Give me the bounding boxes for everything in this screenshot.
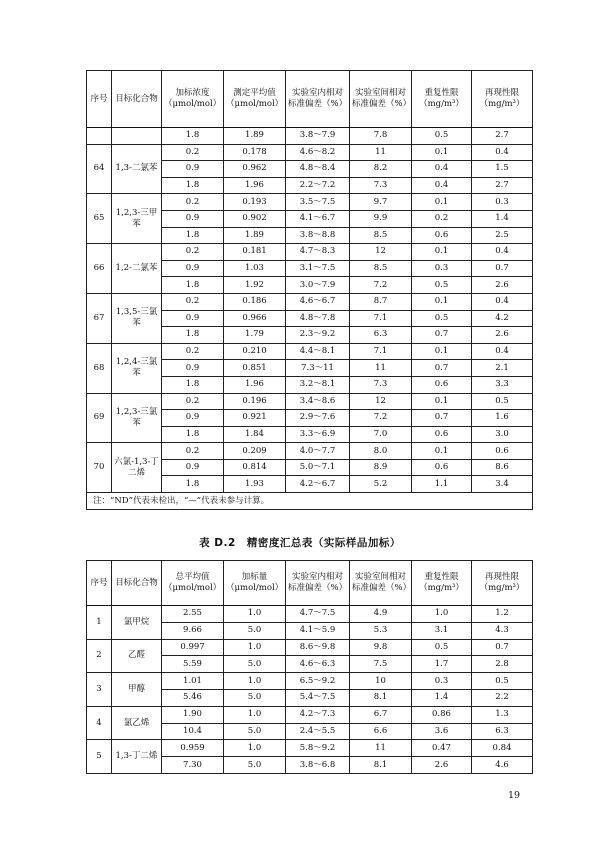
table-cell: 3.2～8.1 bbox=[286, 376, 350, 393]
table-cell: 0.47 bbox=[412, 740, 472, 757]
table-cell: 5.46 bbox=[162, 689, 224, 706]
table-cell: 1.4 bbox=[412, 689, 472, 706]
table-cell: 7.1 bbox=[350, 310, 412, 327]
table-cell: 1.8 bbox=[162, 376, 224, 393]
table-cell: 2.4～5.5 bbox=[286, 723, 350, 740]
compound-name bbox=[112, 128, 162, 145]
table-cell: 11 bbox=[350, 740, 412, 757]
table-cell: 3.6 bbox=[412, 723, 472, 740]
table-cell: 0.7 bbox=[412, 410, 472, 427]
table-cell: 4.8～8.4 bbox=[286, 161, 350, 178]
column-header: 实验室间相对标准偏差（%） bbox=[350, 71, 412, 128]
table-cell: 2.1 bbox=[472, 360, 533, 377]
table-note-row bbox=[87, 493, 533, 510]
table-note: 注：“ND”代表未检出，“—”代表未参与计算。 bbox=[87, 493, 533, 510]
table-cell: 1.8 bbox=[162, 277, 224, 294]
table-cell: 2.55 bbox=[162, 606, 224, 623]
table-cell: 4.6～6.3 bbox=[286, 656, 350, 673]
table-cell: 11 bbox=[350, 360, 412, 377]
table-cell: 4.7～7.5 bbox=[286, 606, 350, 623]
table-cell: 0.5 bbox=[472, 393, 533, 410]
table-cell: 0.7 bbox=[472, 639, 533, 656]
table-cell: 1.4 bbox=[472, 210, 533, 227]
table-cell: 0.193 bbox=[224, 194, 286, 211]
table-cell: 1.6 bbox=[472, 410, 533, 427]
table-cell: 2.6 bbox=[412, 757, 472, 774]
column-header: 加标量（μmol/mol） bbox=[224, 561, 286, 606]
table-cell: 0.5 bbox=[472, 673, 533, 690]
table-cell: 4.6 bbox=[472, 757, 533, 774]
table-cell: 3.5～7.5 bbox=[286, 194, 350, 211]
compound-name: 甲醇 bbox=[112, 673, 162, 707]
row-number: 2 bbox=[87, 639, 112, 673]
table-cell: 8.2 bbox=[350, 161, 412, 178]
table-cell: 7.5 bbox=[350, 656, 412, 673]
table-cell: 6.7 bbox=[350, 706, 412, 723]
row-number: 1 bbox=[87, 606, 112, 640]
table-cell: 8.5 bbox=[350, 227, 412, 244]
table-cell: 1.84 bbox=[224, 426, 286, 443]
table-cell: 0.209 bbox=[224, 443, 286, 460]
table-cell: 4.6～6.7 bbox=[286, 293, 350, 310]
table-cell: 0.5 bbox=[412, 310, 472, 327]
compound-name: 1,3,5-三氯苯 bbox=[112, 293, 162, 343]
table-cell: 3.8～8.8 bbox=[286, 227, 350, 244]
table-row bbox=[87, 673, 533, 690]
table-cell: 2.7 bbox=[472, 128, 533, 145]
table-cell: 5.0 bbox=[224, 689, 286, 706]
table-cell: 0.9 bbox=[162, 161, 224, 178]
table-cell: 6.3 bbox=[350, 327, 412, 344]
table-cell: 5.59 bbox=[162, 656, 224, 673]
table-cell: 0.1 bbox=[412, 244, 472, 261]
column-header: 实验室内相对标准偏差（%） bbox=[286, 71, 350, 128]
table-cell: 0.902 bbox=[224, 210, 286, 227]
table-cell: 0.3 bbox=[412, 260, 472, 277]
table-cell: 0.9 bbox=[162, 410, 224, 427]
table-cell: 3.0～7.9 bbox=[286, 277, 350, 294]
table-cell: 0.2 bbox=[162, 343, 224, 360]
compound-name: 氯乙烯 bbox=[112, 706, 162, 740]
table-cell: 4.9 bbox=[350, 606, 412, 623]
table-cell: 7.2 bbox=[350, 277, 412, 294]
table-cell: 1.03 bbox=[224, 260, 286, 277]
table-cell: 0.196 bbox=[224, 393, 286, 410]
table-cell: 1.89 bbox=[224, 128, 286, 145]
column-header: 目标化合物 bbox=[112, 71, 162, 128]
table-cell: 0.9 bbox=[162, 210, 224, 227]
table-cell: 5.8～9.2 bbox=[286, 740, 350, 757]
table-cell: 8.6 bbox=[472, 459, 533, 476]
table-row bbox=[87, 293, 533, 310]
column-header: 再现性限（mg/m³） bbox=[472, 71, 533, 128]
table-cell: 0.86 bbox=[412, 706, 472, 723]
row-number: 69 bbox=[87, 393, 112, 443]
table-cell: 2.8 bbox=[472, 656, 533, 673]
table-cell: 0.1 bbox=[412, 194, 472, 211]
table-cell: 1.96 bbox=[224, 177, 286, 194]
table-cell: 6.5～9.2 bbox=[286, 673, 350, 690]
table-cell: 4.3 bbox=[472, 622, 533, 639]
table-cell: 0.4 bbox=[472, 244, 533, 261]
table-cell: 10 bbox=[350, 673, 412, 690]
column-header: 实验室间相对标准偏差（%） bbox=[350, 561, 412, 606]
table-row bbox=[87, 706, 533, 723]
table-cell: 1.92 bbox=[224, 277, 286, 294]
table-cell: 0.962 bbox=[224, 161, 286, 178]
table-header-row bbox=[87, 71, 533, 128]
table-cell: 4.2～6.7 bbox=[286, 476, 350, 493]
table-cell: 1.8 bbox=[162, 426, 224, 443]
table-cell: 0.7 bbox=[472, 260, 533, 277]
table-cell: 8.7 bbox=[350, 293, 412, 310]
table-cell: 7.30 bbox=[162, 757, 224, 774]
column-header: 加标浓度（μmol/mol） bbox=[162, 71, 224, 128]
table-cell: 0.9 bbox=[162, 260, 224, 277]
table-cell: 8.9 bbox=[350, 459, 412, 476]
table-cell: 0.921 bbox=[224, 410, 286, 427]
table-cell: 5.0～7.1 bbox=[286, 459, 350, 476]
table-cell: 1.7 bbox=[412, 656, 472, 673]
table-cell: 6.3 bbox=[472, 723, 533, 740]
table-cell: 6.6 bbox=[350, 723, 412, 740]
compound-name: 1,2,4-三氯苯 bbox=[112, 343, 162, 393]
table-cell: 1.96 bbox=[224, 376, 286, 393]
table-cell: 2.9～7.6 bbox=[286, 410, 350, 427]
table-cell: 1.79 bbox=[224, 327, 286, 344]
table-cell: 9.66 bbox=[162, 622, 224, 639]
compound-name: 1,3-二氯苯 bbox=[112, 144, 162, 194]
row-number: 67 bbox=[87, 293, 112, 343]
table-cell: 1.0 bbox=[224, 740, 286, 757]
table-cell: 0.4 bbox=[412, 161, 472, 178]
table-cell: 0.3 bbox=[412, 673, 472, 690]
table-cell: 2.7 bbox=[472, 177, 533, 194]
table-cell: 0.7 bbox=[412, 327, 472, 344]
table-row bbox=[87, 244, 533, 261]
table-row bbox=[87, 740, 533, 757]
table-cell: 0.181 bbox=[224, 244, 286, 261]
table-cell: 3.8～6.8 bbox=[286, 757, 350, 774]
table-cell: 5.3 bbox=[350, 622, 412, 639]
column-header: 目标化合物 bbox=[112, 561, 162, 606]
table-cell: 8.6～9.8 bbox=[286, 639, 350, 656]
table-cell: 1.8 bbox=[162, 227, 224, 244]
table-cell: 5.0 bbox=[224, 622, 286, 639]
table-cell: 3.3～6.9 bbox=[286, 426, 350, 443]
table-cell: 3.4～8.6 bbox=[286, 393, 350, 410]
table-cell: 0.186 bbox=[224, 293, 286, 310]
compound-name: 1,2,3-三甲苯 bbox=[112, 194, 162, 244]
table-cell: 7.2 bbox=[350, 410, 412, 427]
table-cell: 0.1 bbox=[412, 343, 472, 360]
table-cell: 10.4 bbox=[162, 723, 224, 740]
table-cell: 0.7 bbox=[412, 360, 472, 377]
table-cell: 3.1～7.5 bbox=[286, 260, 350, 277]
table-cell: 8.1 bbox=[350, 689, 412, 706]
table-cell: 1.0 bbox=[224, 673, 286, 690]
table-cell: 1.2 bbox=[472, 606, 533, 623]
table-cell: 0.2 bbox=[162, 293, 224, 310]
table-cell: 1.5 bbox=[472, 161, 533, 178]
table-cell: 0.1 bbox=[412, 144, 472, 161]
compound-name: 乙醛 bbox=[112, 639, 162, 673]
table-cell: 0.2 bbox=[162, 443, 224, 460]
table-cell: 1.1 bbox=[412, 476, 472, 493]
table-cell: 0.1 bbox=[412, 293, 472, 310]
table-row bbox=[87, 443, 533, 460]
table-cell: 0.2 bbox=[162, 144, 224, 161]
compound-name: 六氯-1,3-丁二烯 bbox=[112, 443, 162, 493]
table-cell: 1.8 bbox=[162, 476, 224, 493]
table-row bbox=[87, 606, 533, 623]
page-number: 19 bbox=[508, 790, 521, 801]
table-caption: 表 D.2 精密度汇总表（实际样品加标） bbox=[199, 537, 401, 549]
table-row bbox=[87, 393, 533, 410]
table-cell: 1.8 bbox=[162, 128, 224, 145]
row-number: 4 bbox=[87, 706, 112, 740]
column-header: 总平均值（μmol/mol） bbox=[162, 561, 224, 606]
table-cell: 0.959 bbox=[162, 740, 224, 757]
table-cell: 0.4 bbox=[412, 177, 472, 194]
table-cell: 3.1 bbox=[412, 622, 472, 639]
table-cell: 1.3 bbox=[472, 706, 533, 723]
table-cell: 0.5 bbox=[412, 277, 472, 294]
table-cell: 0.6 bbox=[412, 459, 472, 476]
table-cell: 1.89 bbox=[224, 227, 286, 244]
table-cell: 0.6 bbox=[472, 443, 533, 460]
table-cell: 8.1 bbox=[350, 757, 412, 774]
table-cell: 1.01 bbox=[162, 673, 224, 690]
table-cell: 0.9 bbox=[162, 310, 224, 327]
compound-name: 1,2,3-三氯苯 bbox=[112, 393, 162, 443]
table-cell: 0.2 bbox=[162, 194, 224, 211]
table-cell: 4.2 bbox=[472, 310, 533, 327]
column-header: 重复性限（mg/m³） bbox=[412, 71, 472, 128]
table-cell: 2.6 bbox=[472, 327, 533, 344]
table-cell: 1.93 bbox=[224, 476, 286, 493]
column-header: 实验室内相对标准偏差（%） bbox=[286, 561, 350, 606]
column-header: 重复性限（mg/m³） bbox=[412, 561, 472, 606]
table-cell: 0.84 bbox=[472, 740, 533, 757]
table-cell: 3.3 bbox=[472, 376, 533, 393]
table-cell: 7.1 bbox=[350, 343, 412, 360]
table-cell: 1.0 bbox=[224, 706, 286, 723]
precision-table-2 bbox=[86, 560, 533, 774]
table-cell: 0.178 bbox=[224, 144, 286, 161]
table-cell: 4.2～7.3 bbox=[286, 706, 350, 723]
table-cell: 11 bbox=[350, 144, 412, 161]
table-row bbox=[87, 343, 533, 360]
table-cell: 8.0 bbox=[350, 443, 412, 460]
table-cell: 5.0 bbox=[224, 723, 286, 740]
table-cell: 0.9 bbox=[162, 360, 224, 377]
table-cell: 0.814 bbox=[224, 459, 286, 476]
table-cell: 2.5 bbox=[472, 227, 533, 244]
table-cell: 2.2～7.2 bbox=[286, 177, 350, 194]
column-header: 再现性限（mg/m³） bbox=[472, 561, 533, 606]
table-cell: 0.6 bbox=[412, 376, 472, 393]
table-cell: 3.4 bbox=[472, 476, 533, 493]
table-row bbox=[87, 128, 533, 145]
table-cell: 0.5 bbox=[412, 639, 472, 656]
table-cell: 0.2 bbox=[412, 210, 472, 227]
table-cell: 12 bbox=[350, 393, 412, 410]
table-cell: 0.966 bbox=[224, 310, 286, 327]
table-cell: 2.6 bbox=[472, 277, 533, 294]
table-cell: 1.0 bbox=[412, 606, 472, 623]
table-cell: 4.0～7.7 bbox=[286, 443, 350, 460]
table-cell: 4.4～8.1 bbox=[286, 343, 350, 360]
row-number: 64 bbox=[87, 144, 112, 194]
row-number: 68 bbox=[87, 343, 112, 393]
table-cell: 4.1～6.7 bbox=[286, 210, 350, 227]
table-cell: 0.851 bbox=[224, 360, 286, 377]
table-cell: 4.8～7.8 bbox=[286, 310, 350, 327]
table-cell: 0.2 bbox=[162, 393, 224, 410]
table-cell: 1.90 bbox=[162, 706, 224, 723]
row-number bbox=[87, 128, 112, 145]
table-header-row bbox=[87, 561, 533, 606]
row-number: 5 bbox=[87, 740, 112, 774]
table-cell: 0.1 bbox=[412, 393, 472, 410]
table-cell: 7.3 bbox=[350, 376, 412, 393]
table-cell: 0.2 bbox=[162, 244, 224, 261]
table-cell: 4.1～5.9 bbox=[286, 622, 350, 639]
row-number: 3 bbox=[87, 673, 112, 707]
table-cell: 3.0 bbox=[472, 426, 533, 443]
table-cell: 1.0 bbox=[224, 639, 286, 656]
table-cell: 12 bbox=[350, 244, 412, 261]
table-row bbox=[87, 639, 533, 656]
row-number: 70 bbox=[87, 443, 112, 493]
table-cell: 4.7～8.3 bbox=[286, 244, 350, 261]
table-cell: 0.4 bbox=[472, 343, 533, 360]
table-cell: 0.9 bbox=[162, 459, 224, 476]
table-cell: 0.5 bbox=[412, 128, 472, 145]
column-header: 序号 bbox=[87, 561, 112, 606]
table-cell: 1.8 bbox=[162, 177, 224, 194]
row-number: 65 bbox=[87, 194, 112, 244]
table-cell: 7.3 bbox=[350, 177, 412, 194]
compound-name: 氯甲烷 bbox=[112, 606, 162, 640]
table-cell: 0.1 bbox=[412, 443, 472, 460]
compound-name: 1,2-二氯苯 bbox=[112, 244, 162, 294]
precision-table-1 bbox=[86, 70, 533, 510]
table-row bbox=[87, 194, 533, 211]
column-header: 测定平均值（μmol/mol） bbox=[224, 71, 286, 128]
table-cell: 5.2 bbox=[350, 476, 412, 493]
table-cell: 7.8 bbox=[350, 128, 412, 145]
table-cell: 0.4 bbox=[472, 293, 533, 310]
table-cell: 0.6 bbox=[412, 426, 472, 443]
column-header: 序号 bbox=[87, 71, 112, 128]
row-number: 66 bbox=[87, 244, 112, 294]
table-row bbox=[87, 144, 533, 161]
table-cell: 9.9 bbox=[350, 210, 412, 227]
table-cell: 2.3～9.2 bbox=[286, 327, 350, 344]
table-cell: 0.997 bbox=[162, 639, 224, 656]
table-cell: 1.0 bbox=[224, 606, 286, 623]
table-cell: 0.3 bbox=[472, 194, 533, 211]
table-cell: 0.6 bbox=[412, 227, 472, 244]
table-cell: 0.210 bbox=[224, 343, 286, 360]
table-cell: 9.8 bbox=[350, 639, 412, 656]
table-cell: 1.8 bbox=[162, 327, 224, 344]
table-cell: 3.8～7.9 bbox=[286, 128, 350, 145]
table-cell: 0.4 bbox=[472, 144, 533, 161]
table-cell: 7.0 bbox=[350, 426, 412, 443]
compound-name: 1,3-丁二烯 bbox=[112, 740, 162, 774]
table-cell: 5.4～7.5 bbox=[286, 689, 350, 706]
table-cell: 5.0 bbox=[224, 656, 286, 673]
table-cell: 4.6～8.2 bbox=[286, 144, 350, 161]
table-cell: 5.0 bbox=[224, 757, 286, 774]
table-cell: 8.5 bbox=[350, 260, 412, 277]
table-cell: 9.7 bbox=[350, 194, 412, 211]
table-cell: 2.2 bbox=[472, 689, 533, 706]
table-cell: 7.3～11 bbox=[286, 360, 350, 377]
